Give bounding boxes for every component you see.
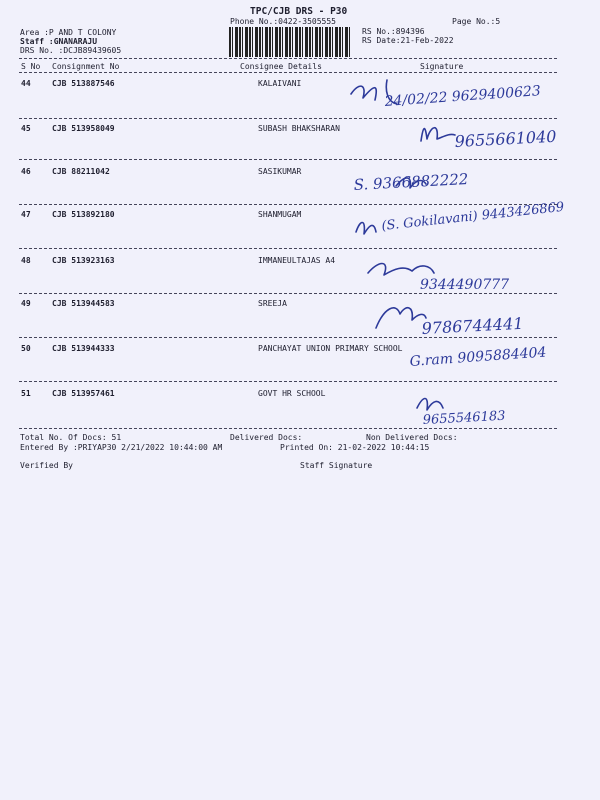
signature-46 xyxy=(350,166,550,206)
printed-on: Printed On: 21-02-2022 10:44:15 xyxy=(280,443,430,452)
row-consignment: CJB 513944333 xyxy=(52,344,115,353)
row-consignee: SUBASH BHAKSHARAN xyxy=(258,124,340,133)
row-consignee: KALAIVANI xyxy=(258,79,302,88)
row-consignee: SREEJA xyxy=(258,299,287,308)
drs-title: TPC/CJB DRS - P30 xyxy=(250,6,348,17)
row-consignee: GOVT HR SCHOOL xyxy=(258,389,326,398)
header-divider xyxy=(19,58,557,59)
barcode xyxy=(229,27,350,57)
row-sno: 48 xyxy=(21,256,31,265)
signature-44 xyxy=(345,76,585,121)
area-label: Area :P AND T COLONY xyxy=(20,28,117,37)
non-delivered-docs: Non Delivered Docs: xyxy=(366,433,458,442)
row-consignee: PANCHAYAT UNION PRIMARY SCHOOL xyxy=(258,344,403,353)
total-docs: Total No. Of Docs: 51 xyxy=(20,433,122,442)
rs-number: RS No.:894396 xyxy=(362,27,425,36)
row-divider xyxy=(19,159,557,160)
row-consignment: CJB 513892180 xyxy=(52,210,115,219)
row-consignment: CJB 513944583 xyxy=(52,299,115,308)
signature-51-text: 9655546183 xyxy=(422,408,506,428)
row-consignment: CJB 513958049 xyxy=(52,124,115,133)
rs-date: RS Date:21-Feb-2022 xyxy=(362,36,454,45)
delivered-docs: Delivered Docs: xyxy=(230,433,303,442)
signature-50 xyxy=(408,346,600,391)
page-number: Page No.:5 xyxy=(452,17,501,26)
row-sno: 45 xyxy=(21,124,31,133)
row-sno: 51 xyxy=(21,389,31,398)
row-sno: 50 xyxy=(21,344,31,353)
row-consignment: CJB 513957461 xyxy=(52,389,115,398)
row-consignment: CJB 513923163 xyxy=(52,256,115,265)
staff-label: Staff :GNANARAJU xyxy=(20,37,98,46)
signature-45 xyxy=(415,117,595,157)
row-sno: 49 xyxy=(21,299,31,308)
drs-number: DRS No. :DCJB89439605 xyxy=(20,46,122,55)
signature-47-text: (S. Gokilavani) 9443426869 xyxy=(380,199,565,234)
col-sno: S No xyxy=(21,62,41,71)
col-consignee: Consignee Details xyxy=(240,62,322,71)
signature-49-text: 9786744441 xyxy=(421,313,524,338)
col-consignment: Consignment No xyxy=(52,62,120,71)
signature-51 xyxy=(413,388,600,433)
col-signature: Signature xyxy=(420,62,464,71)
signature-46-text: S. 9366882222 xyxy=(353,170,469,194)
columns-divider xyxy=(19,72,557,73)
row-sno: 47 xyxy=(21,210,31,219)
row-consignment: CJB 513887546 xyxy=(52,79,115,88)
signature-44-text: 24/02/22 9629400623 xyxy=(384,83,542,110)
signature-45-text: 9655661040 xyxy=(454,126,557,151)
signature-48 xyxy=(360,255,560,300)
row-sno: 46 xyxy=(21,167,31,176)
row-consignee: SASIKUMAR xyxy=(258,167,302,176)
row-consignee: IMMANEULTAJAS A4 xyxy=(258,256,336,265)
phone-number: Phone No.:0422-3505555 xyxy=(230,17,336,26)
staff-signature: Staff Signature xyxy=(300,461,373,470)
signature-47 xyxy=(352,199,565,253)
verified-by: Verified By xyxy=(20,461,73,470)
row-consignee: SHANMUGAM xyxy=(258,210,302,219)
signature-49 xyxy=(372,296,582,341)
signature-48-text: 9344490777 xyxy=(420,277,510,293)
row-sno: 44 xyxy=(21,79,31,88)
signature-50-text: G.ram 9095884404 xyxy=(409,344,547,370)
row-consignment: CJB 88211042 xyxy=(52,167,110,176)
entered-by: Entered By :PRIYAP30 2/21/2022 10:44:00 AM xyxy=(20,443,223,452)
